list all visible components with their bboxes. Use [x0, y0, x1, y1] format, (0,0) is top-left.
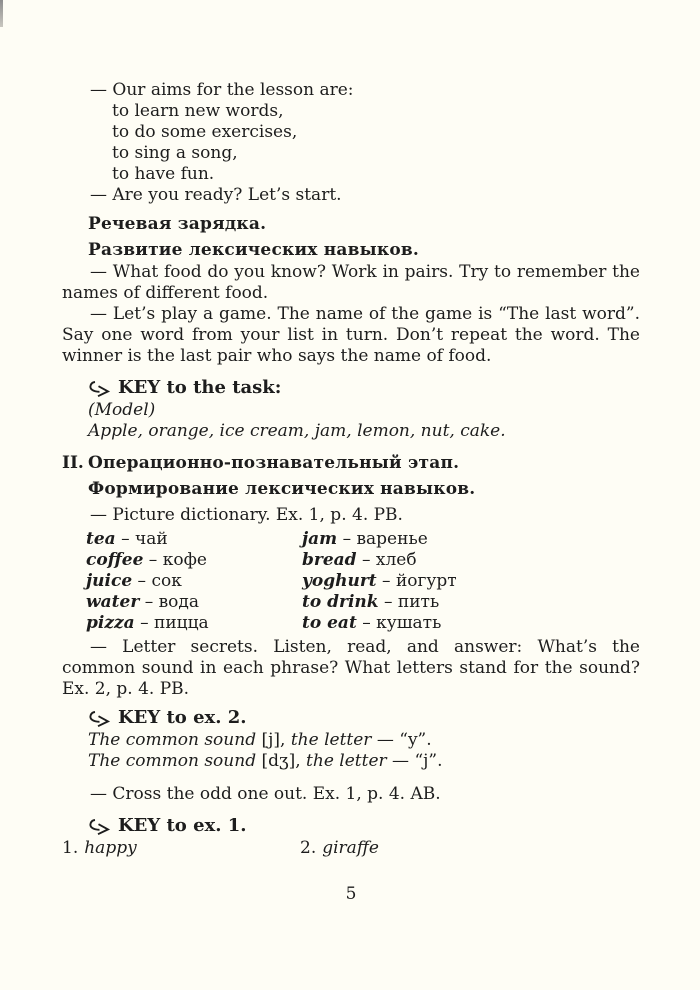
- answer-item-2: [300, 838, 379, 859]
- key-ex2-line-2: [88, 751, 640, 772]
- vocab-cell: [86, 571, 302, 592]
- letter-secrets-paragraph: — Letter secrets. Listen, read, and answer: What’s the common sound in each phrase? What letters stand for the sound? Ex. 2, p. 4. PB.: [62, 637, 640, 699]
- vocab-cell: [302, 571, 457, 592]
- vocab-separator: –: [148, 550, 158, 570]
- answer-italic-part: the letter: [306, 751, 387, 771]
- picture-dictionary-line: — Picture dictionary. Ex. 1, p. 4. PB.: [90, 505, 403, 525]
- aims-item-3: to sing a song,: [112, 143, 238, 163]
- vocab-en: to drink: [302, 592, 379, 612]
- vocab-cell: [302, 529, 428, 550]
- forming-heading-text: Формирование лексических навыков.: [88, 479, 476, 499]
- answer-roman-part: — “j”.: [392, 751, 443, 771]
- vocab-cell: [86, 529, 302, 550]
- answer-item-1: [62, 838, 300, 859]
- vocab-table: [86, 529, 640, 634]
- warmup-heading-text: Речевая зарядка.: [88, 214, 267, 234]
- vocab-en: to eat: [302, 613, 357, 633]
- aims-item-4: to have fun.: [112, 164, 215, 184]
- vocab-ru: варенье: [356, 529, 428, 549]
- key-ex2-block: [88, 706, 640, 772]
- aims-intro-line: — Our aims for the lesson are:: [90, 80, 354, 100]
- key-ex2-title: KEY to ex. 2.: [118, 707, 247, 728]
- answer-italic-part: the letter: [290, 730, 372, 750]
- vocab-separator: –: [382, 571, 391, 591]
- key-ex1-title: KEY to ex. 1.: [118, 815, 247, 836]
- vocab-ru: вода: [158, 592, 200, 612]
- answer-italic-part: The common sound: [88, 730, 257, 750]
- key-arrow-icon: [88, 818, 111, 836]
- aims-item-1: to learn new words,: [112, 101, 284, 121]
- vocab-cell: [302, 613, 441, 634]
- vocab-ru: йогурт: [395, 571, 457, 591]
- cross-out-line: — Cross the odd one out. Ex. 1, p. 4. AB.: [90, 784, 441, 804]
- answer-number: 2.: [300, 838, 317, 858]
- vocab-row: [86, 592, 640, 613]
- key-arrow-icon: [88, 710, 111, 728]
- vocab-cell: [86, 592, 302, 613]
- model-answer: Apple, orange, ice cream, jam, lemon, nut, cake.: [88, 421, 506, 441]
- vocab-separator: –: [383, 592, 393, 612]
- vocab-row: [86, 571, 640, 592]
- key-arrow-icon: [88, 380, 111, 398]
- vocab-row: [86, 613, 640, 634]
- aims-item-2: to do some exercises,: [112, 122, 298, 142]
- vocab-ru: сок: [151, 571, 182, 591]
- key-ex2-title-row: [88, 706, 640, 730]
- vocab-row: [86, 529, 640, 550]
- vocab-en: juice: [86, 571, 133, 591]
- vocab-row: [86, 550, 640, 571]
- vocab-cell: [302, 592, 439, 613]
- stage-heading-row: [62, 453, 640, 474]
- key-ex1-title-row: [88, 814, 640, 838]
- food-question-paragraph: — What food do you know? Work in pairs. Try to remember the names of different food.: [62, 262, 640, 303]
- stage-numeral: II.: [62, 453, 84, 473]
- answer-word: happy: [84, 838, 137, 858]
- lexical-dev-heading: [88, 240, 640, 261]
- answer-roman-part: [j],: [261, 730, 286, 750]
- vocab-cell: [86, 613, 302, 634]
- scan-edge-artifact: [0, 0, 3, 27]
- vocab-separator: –: [144, 592, 154, 612]
- vocab-en: water: [86, 592, 140, 612]
- answer-roman-part: [dʒ],: [261, 751, 301, 771]
- ready-line: — Are you ready? Let’s start.: [90, 185, 342, 205]
- vocab-separator: –: [140, 613, 149, 633]
- vocab-en: yoghurt: [302, 571, 377, 591]
- key-ex1-block: [88, 814, 640, 838]
- vocab-separator: –: [137, 571, 147, 591]
- page-number: 5: [345, 884, 357, 904]
- game-paragraph: — Let’s play a game. The name of the game is “The last word”. Say one word from your list in turn. Don’t repeat the word. The winner is the last pair who says the name of food.: [62, 304, 640, 366]
- model-label: (Model): [88, 400, 156, 420]
- vocab-ru: пицца: [153, 613, 209, 633]
- answer-roman-part: — “y”.: [376, 730, 432, 750]
- vocab-ru: кофе: [162, 550, 207, 570]
- vocab-cell: [86, 550, 302, 571]
- vocab-separator: –: [342, 529, 352, 549]
- vocab-ru: кушать: [376, 613, 442, 633]
- key-ex2-line-1: [88, 730, 640, 751]
- vocab-en: bread: [302, 550, 357, 570]
- key-ex1-answers: [62, 838, 640, 859]
- vocab-separator: –: [362, 613, 371, 633]
- lexical-dev-heading-text: Развитие лексических навыков.: [88, 240, 419, 260]
- warmup-heading: [88, 214, 640, 235]
- vocab-en: coffee: [86, 550, 144, 570]
- answer-number: 1.: [62, 838, 79, 858]
- vocab-en: pizza: [86, 613, 135, 633]
- vocab-separator: –: [361, 550, 371, 570]
- key-task-block: [88, 376, 640, 442]
- stage-heading-text: Операционно-познавательный этап.: [88, 453, 460, 473]
- vocab-ru: хлеб: [375, 550, 417, 570]
- vocab-ru: чай: [135, 529, 168, 549]
- vocab-cell: [302, 550, 417, 571]
- key-task-title-row: [88, 376, 640, 400]
- answer-word: giraffe: [322, 838, 379, 858]
- vocab-ru: пить: [397, 592, 440, 612]
- vocab-en: tea: [86, 529, 116, 549]
- key-task-title: KEY to the task:: [118, 377, 282, 398]
- forming-heading: [88, 479, 640, 500]
- vocab-separator: –: [121, 529, 130, 549]
- answer-italic-part: The common sound: [88, 751, 257, 771]
- vocab-en: jam: [302, 529, 338, 549]
